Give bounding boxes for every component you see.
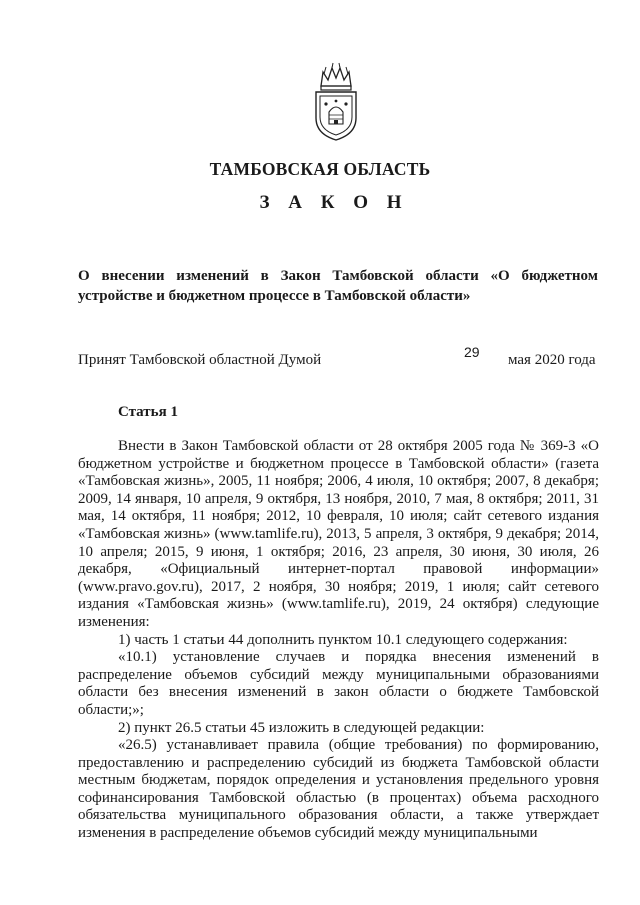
paragraph: «10.1) установление случаев и порядка внесения изменений в распределение объемов субсидий между муниципальными образованиями области без внесения изменений в закон области о бюджете Тамбовской области;»; bbox=[78, 649, 599, 718]
document-type-heading: З А К О Н bbox=[259, 192, 409, 213]
coat-of-arms-emblem bbox=[311, 62, 361, 142]
law-title: О внесении изменений в Закон Тамбовской области «О бюджетном устройстве и бюджетном процессе в Тамбовской области» bbox=[78, 268, 598, 304]
paragraph: 1) часть 1 статьи 44 дополнить пунктом 10.1 следующего содержания: bbox=[118, 631, 568, 648]
article-body bbox=[78, 438, 599, 843]
adoption-day: 29 bbox=[464, 344, 480, 360]
paragraph: 2) пункт 26.5 статьи 45 изложить в следующей редакции: bbox=[118, 719, 485, 736]
paragraph: «26.5) устанавливает правила (общие требования) по формированию, предоставлению и распределению субсидий из бюджета Тамбовской области местным бюджетам, порядок определения и установления предельного уровня софинансирования Тамбовской областью (в процентах) объема расходного обязательства муниципального образования области, а также утверждает изменения в распределение объемов субсидий между муниципальными bbox=[78, 737, 599, 842]
paragraph: Внести в Закон Тамбовской области от 28 октября 2005 года № 369-З «О бюджетном устройстве и бюджетном процессе в Тамбовской области» (газета «Тамбовская жизнь», 2005, 11 ноября; 2006, 4 июля, 10 октября; 2007, 8 декабря; 2009, 14 января, 10 апреля, 9 октября, 13 ноября, 2010, 7 мая, 8 октября; 2011, 31 мая, 14 октября, 11 ноября; 2012, 10 февраля, 10 июля; сайт сетевого издания «Тамбовская жизнь» (www.tamlife.ru), 2013, 5 апреля, 3 октября, 9 декабря; 2014, 10 апреля; 2015, 9 июня, 1 октября; 2016, 23 апреля, 30 июня, 30 июля, 26 декабря, «Официальный интернет-портал правовой информации» (www.pravo.gov.ru), 2017, 2 ноября, 30 ноября; 2019, 1 июля; сайт сетевого издания «Тамбовская жизнь» (www.tamlife.ru), 2019, 24 октября) следующие изменения: bbox=[78, 438, 599, 630]
adoption-month-year: мая 2020 года bbox=[508, 352, 596, 368]
article-heading: Статья 1 bbox=[118, 404, 178, 420]
adoption-label: Принят Тамбовской областной Думой bbox=[78, 352, 322, 368]
region-heading: ТАМБОВСКАЯ ОБЛАСТЬ bbox=[209, 159, 431, 179]
